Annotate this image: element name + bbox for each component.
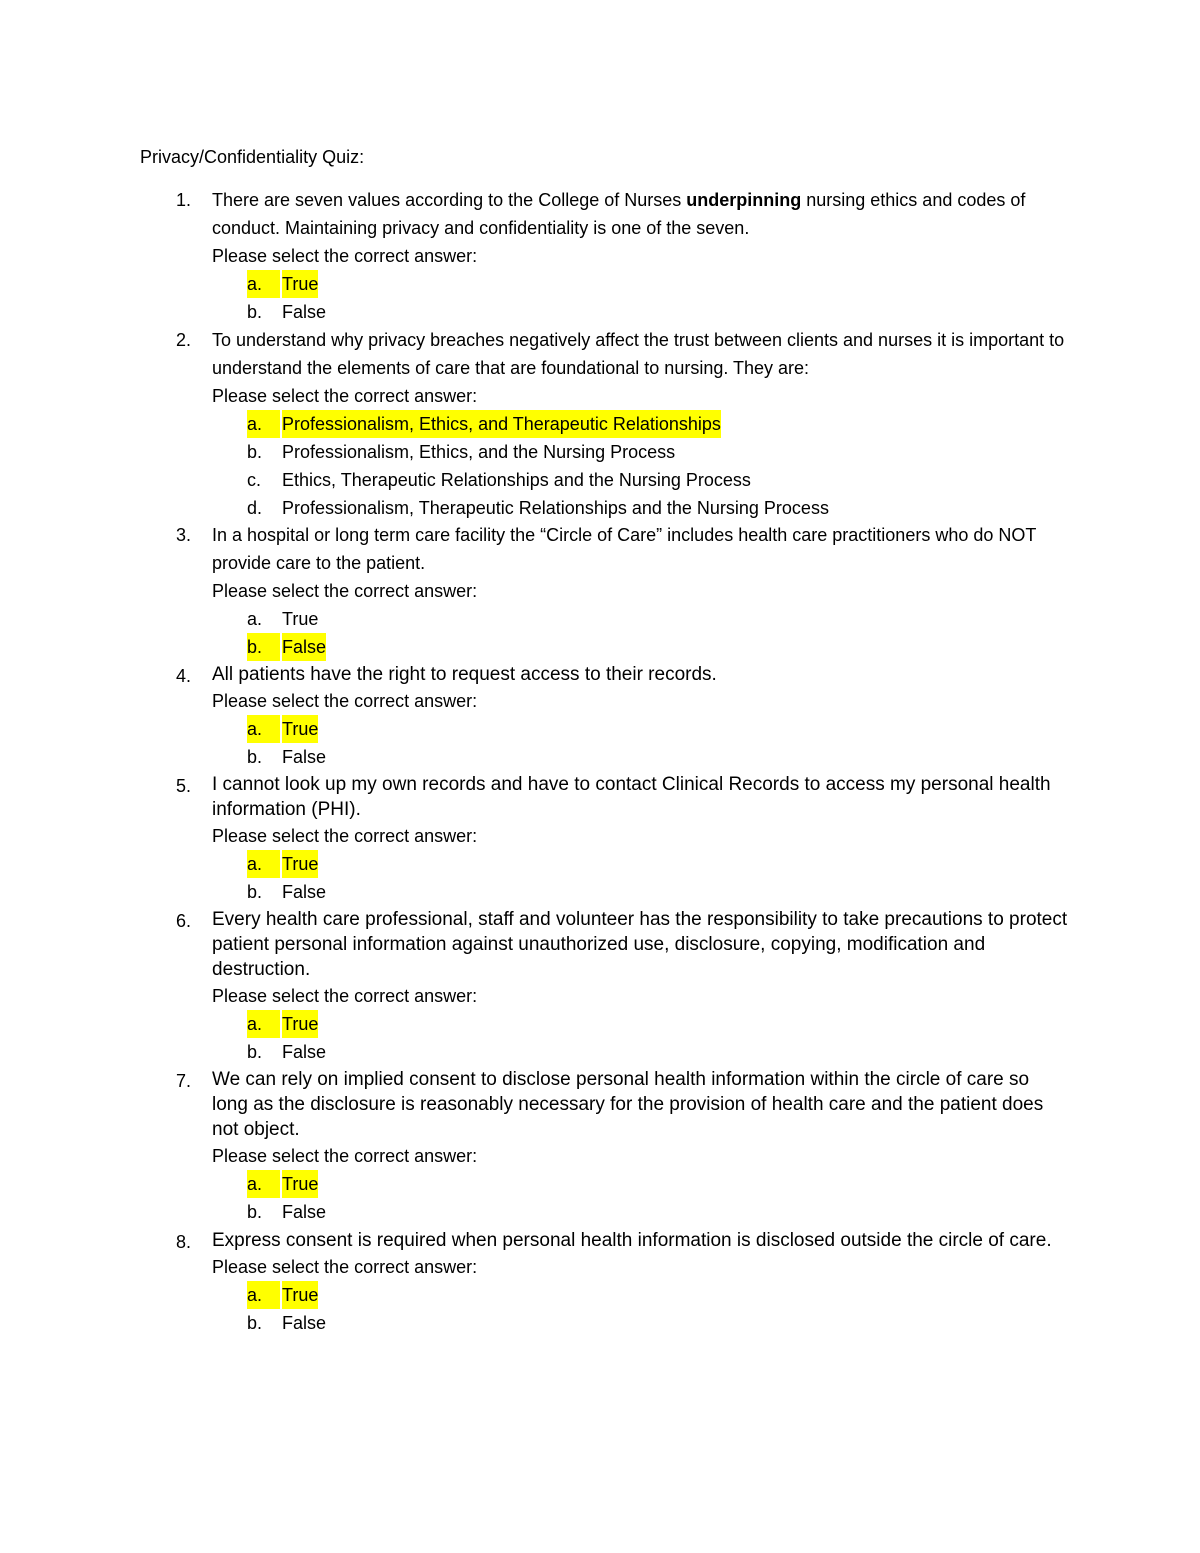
question-text: There are seven values according to the College of Nurses underpinning nursing ethics and codes of conduct. Maintaining privacy and confidentiality is one of the seven. [212,190,1026,238]
option-letter: b. [247,882,263,902]
emphasis-word: underpinning [686,190,802,210]
option-letter: c. [247,470,262,490]
question-text: Every health care professional, staff and volunteer has the responsibility to take precautions to protect patient personal information against unauthorized use, disclosure, copying, modification and destruction. [212,909,1068,980]
option-b[interactable] [140,438,1070,466]
answer-prompt: Please select the correct answer: [212,581,478,601]
option-text: Professionalism, Therapeutic Relationships and the Nursing Process [282,498,829,518]
question-number: 8. [176,1232,192,1252]
option-letter: d. [247,498,263,518]
page-title: Privacy/Confidentiality Quiz: [140,147,365,167]
option-letter: b. [247,442,263,462]
option-letter: a. [247,1010,280,1038]
question-7 [140,1067,1070,1226]
option-letter: a. [247,1281,280,1309]
question-2 [140,326,1070,522]
option-text: True [282,1281,318,1309]
answer-prompt: Please select the correct answer: [212,1257,478,1277]
option-text: Professionalism, Ethics, and the Nursing Process [282,442,676,462]
option-text: False [282,633,326,661]
question-number: 1. [176,190,192,210]
option-letter: a. [247,850,280,878]
option-a[interactable] [140,1281,1070,1309]
option-a[interactable] [140,410,1070,438]
option-a[interactable] [140,850,1070,878]
option-letter: b. [247,1202,263,1222]
option-b[interactable] [140,1198,1070,1226]
option-a[interactable] [140,715,1070,743]
answer-prompt: Please select the correct answer: [212,246,478,266]
option-text: False [282,302,327,322]
option-a[interactable] [140,605,1070,633]
option-c[interactable] [140,466,1070,494]
option-text: False [282,1313,327,1333]
option-text: True [282,1010,318,1038]
option-a[interactable] [140,1010,1070,1038]
question-number: 6. [176,911,192,931]
question-6 [140,907,1070,1066]
option-a[interactable] [140,1170,1070,1198]
question-5 [140,772,1070,906]
answer-prompt: Please select the correct answer: [212,386,478,406]
option-letter: b. [247,633,280,661]
option-text: False [282,882,327,902]
option-text: Professionalism, Ethics, and Therapeutic Relationships [282,410,721,438]
question-3 [140,521,1070,661]
option-text: False [282,1202,327,1222]
option-b[interactable] [140,633,1070,661]
question-number: 5. [176,776,192,796]
question-text: Express consent is required when personal health information is disclosed outside the circle of care. [212,1230,1052,1251]
question-text: In a hospital or long term care facility the “Circle of Care” includes health care practitioners who do NOT provide care to the patient. [212,525,1037,573]
option-letter: b. [247,747,263,767]
option-b[interactable] [140,878,1070,906]
question-4 [140,662,1070,771]
option-text: True [282,715,318,743]
option-text: False [282,1042,327,1062]
answer-prompt: Please select the correct answer: [212,826,478,846]
answer-prompt: Please select the correct answer: [212,986,478,1006]
option-text: False [282,747,327,767]
option-d[interactable] [140,494,1070,522]
question-1 [140,186,1070,326]
option-letter: a. [247,270,280,298]
option-text: True [282,609,319,629]
option-text: True [282,850,318,878]
option-b[interactable] [140,1309,1070,1337]
question-number: 4. [176,666,192,686]
option-text: Ethics, Therapeutic Relationships and the Nursing Process [282,470,751,490]
question-number: 3. [176,525,192,545]
option-letter: a. [247,1170,280,1198]
question-text: To understand why privacy breaches negatively affect the trust between clients and nurses it is important to understand the elements of care that are foundational to nursing. They are: [212,330,1065,378]
question-number: 7. [176,1071,192,1091]
answer-prompt: Please select the correct answer: [212,1146,478,1166]
option-letter: a. [247,609,263,629]
answer-prompt: Please select the correct answer: [212,691,478,711]
option-b[interactable] [140,298,1070,326]
option-a[interactable] [140,270,1070,298]
option-letter: a. [247,410,280,438]
option-b[interactable] [140,743,1070,771]
question-text: All patients have the right to request access to their records. [212,664,717,685]
option-text: True [282,1170,318,1198]
question-text: I cannot look up my own records and have to contact Clinical Records to access my personal health information (PHI). [212,774,1051,820]
option-text: True [282,270,318,298]
option-letter: b. [247,1042,263,1062]
option-b[interactable] [140,1038,1070,1066]
option-letter: b. [247,1313,263,1333]
question-8 [140,1228,1070,1337]
option-letter: a. [247,715,280,743]
question-number: 2. [176,330,192,350]
option-letter: b. [247,302,263,322]
question-text: We can rely on implied consent to disclose personal health information within the circle of care so long as the disclosure is reasonably necessary for the provision of health care and the patient does not object. [212,1069,1044,1140]
